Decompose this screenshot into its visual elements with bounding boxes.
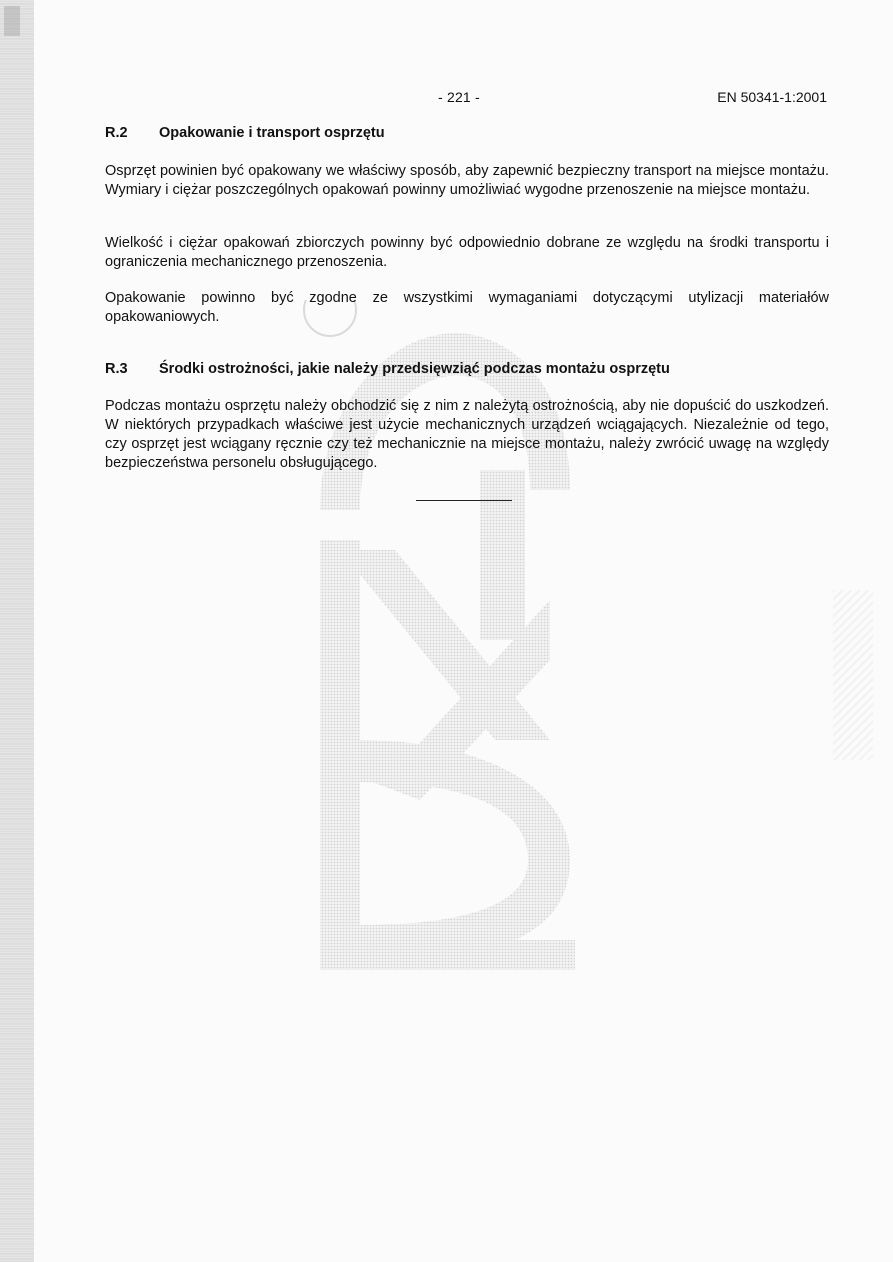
paragraph-r2-1: Osprzęt powinien być opakowany we właściwy sposób, aby zapewnić bezpieczny transport na miejsce montażu. Wymiary i ciężar poszczególnych opakowań powinny umożliwiać wygodne przenoszenie na miejsce montażu. xyxy=(105,163,829,198)
scan-binding-edge xyxy=(0,0,34,1262)
end-of-section-rule xyxy=(416,500,512,501)
section-title: Opakowanie i transport osprzętu xyxy=(159,125,385,141)
paragraph-r2-3: Opakowanie powinno być zgodne ze wszystkimi wymaganiami dotyczącymi utylizacji materiałów opakowaniowych. xyxy=(105,290,829,325)
page-number: - 221 - xyxy=(438,89,480,105)
section-title: Środki ostrożności, jakie należy przedsięwziąć podczas montażu osprzętu xyxy=(159,361,670,377)
section-number: R.2 xyxy=(105,125,128,141)
section-number: R.3 xyxy=(105,361,128,377)
scan-noise xyxy=(833,590,873,760)
paragraph-r2-2: Wielkość i ciężar opakowań zbiorczych powinny być odpowiednio dobrane ze względu na środki transportu i ograniczenia mechanicznego przenoszenia. xyxy=(105,235,829,270)
section-heading-r3 xyxy=(105,361,670,377)
paragraph-r3-1: Podczas montażu osprzętu należy obchodzić się z nim z należytą ostrożnością, aby nie dopuścić do uszkodzeń. W niektórych przypadkach właściwe jest użycie mechanicznych urządzeń wciągających. Niezależnie od tego, czy osprzęt jest wciągany ręcznie czy też mechanicznie na miejsce montażu, należy zwrócić uwagę na względy bezpieczeństwa personelu obsługującego. xyxy=(105,398,829,471)
document-id: EN 50341-1:2001 xyxy=(717,89,827,105)
section-heading-r2 xyxy=(105,125,385,141)
